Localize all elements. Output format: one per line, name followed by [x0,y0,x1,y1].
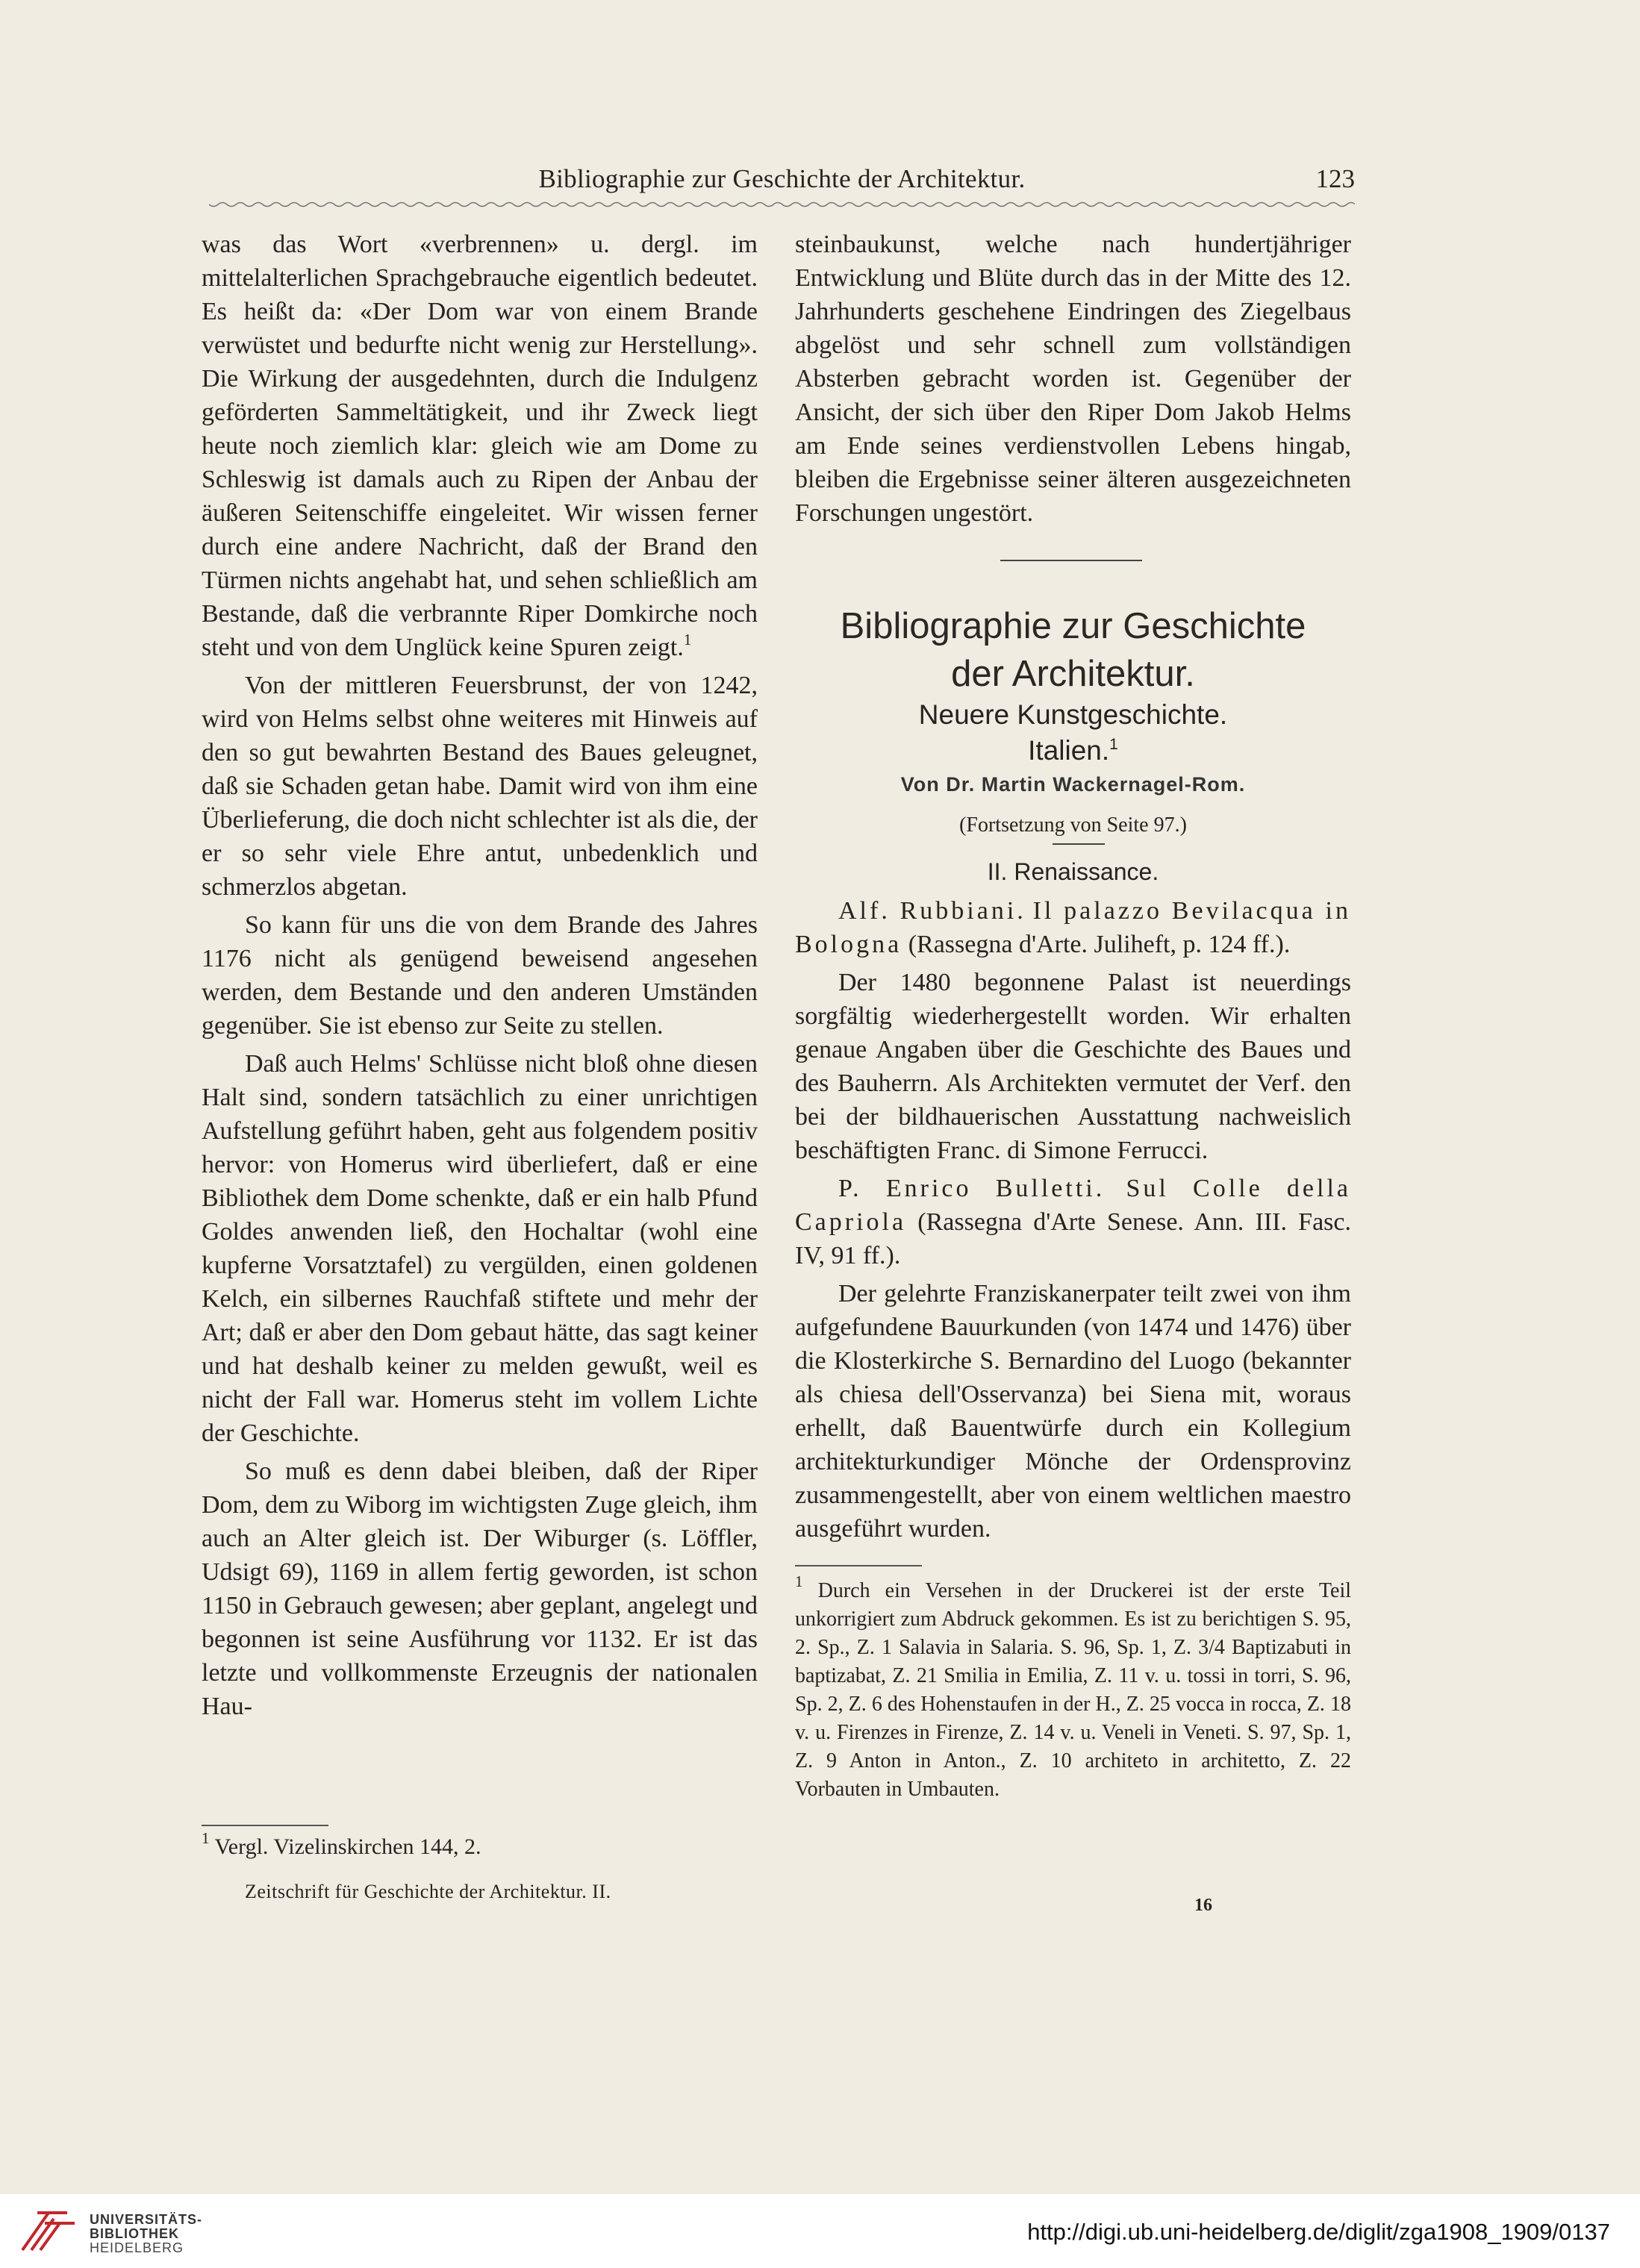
signature-mark: 16 [1194,1896,1212,1915]
footnote-number: 1 [795,1572,803,1590]
entry-text: Der gelehrte Franziskanerpater teilt zwei von ihm aufgefundene Bauurkunden (von 1474 und 1476) über die Klosterkirche S. Bernardino del Luogo (bekannter als chiesa dell'Osservanza) bei Siena mit, woraus erhellt, daß Bauentwürfe durch ein Kollegium architekturkundiger Mönche der Ordensprovinz zusammengestellt, aber von einem weltlichen maestro ausgeführt wurden. [795,1280,1351,1543]
entry-text: Der 1480 begonnene Palast ist neuerdings sorgfältig wiederhergestellt worden. Wir erhalten genaue Angaben über die Geschichte des Baues und des Bauherrn. Als Architekten vermutet der Verf. den bei der bildhauerischen Ausstattung nachweislich beschäftigten Franc. di Simone Ferrucci. [795,969,1351,1164]
bibliography-entry: P. Enrico Bulletti. Sul Colle della Capriola (Rassegna d'Arte Senese. Ann. III. Fasc. IV, 91 ff.). [795,1175,1352,1269]
page-number: 123 [1315,164,1355,193]
footnote-text: Vergl. Vizelinskirchen 144, 2. [214,1834,481,1859]
subsection-heading: II. Renaissance. [987,858,1159,885]
viewer-footer [0,2194,1640,2268]
journal-imprint: Zeitschrift für Geschichte der Architektur. II. [245,1881,611,1902]
section-subheading: Neuere Kunstgeschichte. Italien.$^1$ [918,699,1228,766]
author-line: Von Dr. Martin Wackernagel-Rom. [900,773,1246,796]
footnote-text: Durch ein Versehen in der Druckerei ist der erste Teil unkorrigiert zum Abdruck gekommen. Es ist zu berichtigen S. 95, 2. Sp., Z. 1 Salavia in Salaria. S. 96, Sp. 1, Z. 3/4 Baptizabuti in baptizabat, Z. 21 Smilia in Emilia, Z. 11 v. u. tossi in torri, S. 96, Sp. 2, Z. 6 des Hohenstaufen in der H., Z. 25 vocca in rocca, Z. 18 v. u. Firenzes in Firenze, Z. 14 v. u. Veneli in Veneti. S. 97, Sp. 1, Z. 9 Anton in Anton., Z. 10 architeto in architetto, Z. 22 Vorbauten in Umbauten. [795,1579,1352,1801]
section-heading: Bibliographie zur Geschichte der Architektur. [840,606,1306,694]
right-column-entries [795,894,1351,1550]
library-name: UNIVERSITÄTS- BIBLIOTHEK HEIDELBERG [90,2212,203,2255]
footnote-right [795,1572,1352,1804]
footnote-left [202,1829,758,1862]
footnote-marker: 1 [683,631,692,649]
footnote-rule [795,1565,922,1566]
running-header [209,160,1355,198]
short-rule [1053,843,1105,845]
paragraph: So kann für uns die von dem Brande des Jahres 1176 nicht als genügend beweisend angesehen werden, dem Bestande und den anderen Umständen gegenüber. Sie ist ebenso zur Seite zu stellen. [202,911,758,1040]
paragraph: Von der mittleren Feuersbrunst, der von 1242, wird von Helms selbst ohne weiteres mit Hinweis auf den so gut bewahrten Bestand des Baues geleugnet, daß sie Schaden getan habe. Damit wird von ihm eine Überlieferung, die doch nicht schlechter ist als die, der er so sehr viele Ehre antut, unbedenklich und schmerzlos abgetan. [202,672,758,901]
footnote-rule [202,1825,328,1826]
section-divider [1000,560,1142,561]
paragraph: So muß es denn dabei bleiben, daß der Riper Dom, dem zu Wiborg im wichtigsten Zuge gleich, ihm auch an Alter gleich ist. Der Wiburger (s. Löffler, Udsigt 69), 1169 in allem fertig geworden, ist schon 1150 in Gebrauch gewesen; aber geplant, angelegt und begonnen ist seine Ausführung vor 1132. Er ist das letzte und vollkommenste Erzeugnis der nationalen Hau- [202,1458,758,1720]
continuation-note: (Fortsetzung von Seite 97.) [959,813,1187,837]
left-column [202,228,758,1728]
paragraph: Daß auch Helms' Schlüsse nicht bloß ohne diesen Halt sind, sondern tatsächlich zu einer unrichtigen Aufstellung geführt haben, geht aus folgendem positiv hervor: von Homerus wird überliefert, daß er eine Bibliothek dem Dome schenkte, daß er ein halb Pfund Goldes anwenden ließ, den Hochaltar (wohl eine kupferne Vorsatztafel) zu vergülden, einen goldenen Kelch, ein silbernes Rauchfaß stiftete und mehr der Art; daß er aber den Dom gebaut hätte, das sagt keiner und hat deshalb keiner zu melden gewußt, weil es nicht der Fall war. Homerus steht im vollem Lichte der Geschichte. [202,1050,758,1447]
footnote-number: 1 [202,1829,210,1847]
library-logo-icon[interactable] [15,2205,82,2258]
paragraph: was das Wort «verbrennen» u. dergl. im mittelalterlichen Sprachgebrauche eigentlich bedeutet. Es heißt da: «Der Dom war von einem Brande verwüstet und bedurfte nicht wenig zur Herstellung». Die Wirkung der ausgedehnten, durch die Indulgenz geförderten Sammeltätigkeit, und ihr Zweck liegt heute noch ziemlich klar: gleich wie am Dome zu Schleswig ist damals auch zu Ripen der Anbau der äußeren Seitenschiffe eingeleitet. Wir wissen ferner durch eine andere Nachricht, daß der Brand den Türmen nichts angehabt hat, und sehen schließlich am Bestande, daß die verbrannte Riper Domkirche noch steht und von dem Unglück keine Spuren zeigt.$^1$ [202,231,758,661]
running-title: Bibliographie zur Geschichte der Architektur. [538,164,1026,193]
wavy-rule [209,200,1355,209]
permalink-url[interactable]: http://digi.ub.uni-heidelberg.de/diglit/zga1908_1909/0137 [1027,2219,1610,2245]
right-column-intro [795,228,1351,534]
paragraph: steinbaukunst, welche nach hundertjähriger Entwicklung und Blüte durch das in der Mitte des 12. Jahrhunderts geschehene Eindringen des Ziegelbaus abgelöst und sehr schnell zum vollständigen Absterben gebracht worden ist. Gegenüber der Ansicht, der sich über den Riper Dom Jakob Helms am Ende seines verdienstvollen Lebens hingab, bleiben die Ergebnisse seiner älteren ausgezeichneten Forschungen ungestört. [795,231,1351,527]
footnote-marker: 1 [1109,736,1118,753]
bibliography-entry: Alf. Rubbiani. Il palazzo Bevilacqua in Bologna (Rassegna d'Arte. Juliheft, p. 124 ff.). [795,897,1351,958]
